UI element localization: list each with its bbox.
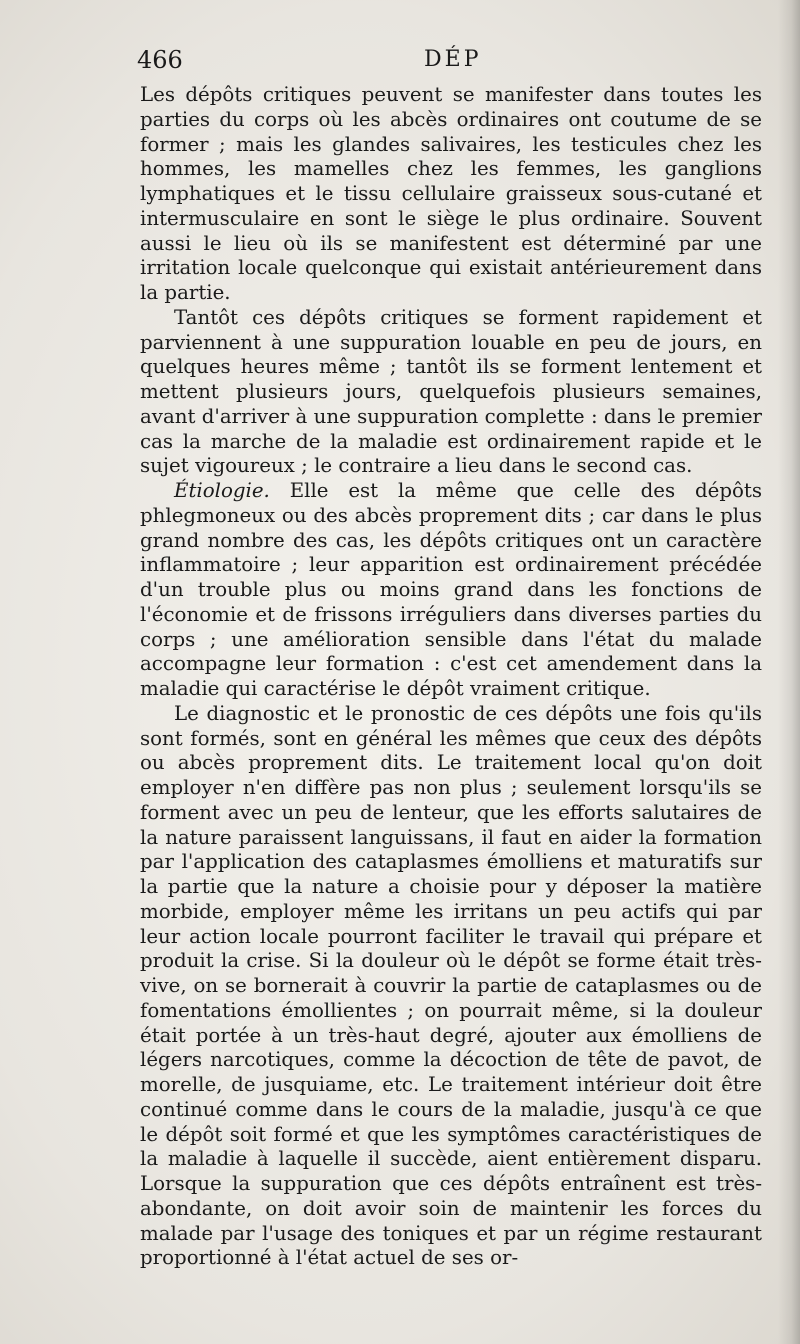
body-text (140, 83, 762, 1271)
section-heading-etiologie: Étiologie. (174, 479, 270, 502)
paragraph-text: Les dépôts critiques peuvent se manifester dans toutes les parties du corps où les abcès ordinaires ont coutume de se former ; mais les glandes salivaires, les testicules chez les hommes, les mamelles chez les femmes, les ganglions lymphatiques et le tissu cellulaire graisseux sous-cutané et intermusculaire en sont le siège le plus ordinaire. Souvent aussi le lieu où ils se manifestent est déterminé par une irritation locale quelconque qui existait antérieurement dans la partie. (140, 83, 762, 304)
running-head: DÉP (424, 47, 482, 72)
paragraph-text: Le diagnostic et le pronostic de ces dépôts une fois qu'ils sont formés, sont en général les mêmes que ceux des dépôts ou abcès proprement dits. Le traitement local qu'on doit employer n'en diffère pas non plus ; seulement lorsqu'ils se forment avec un peu de lenteur, que les efforts salutaires de la nature paraissent languissans, il faut en aider la formation par l'application des cataplasmes émolliens et maturatifs sur la partie que la nature a choisie pour y déposer la matière morbide, employer même les irritans un peu actifs qui par leur action locale pourront faciliter le travail qui prépare et produit la crise. Si la douleur où le dépôt se forme était très-vive, on se bornerait à couvrir la partie de cataplasmes ou de fomentations émollientes ; on pourrait même, si la douleur était portée à un très-haut degré, ajouter aux émolliens de légers narcotiques, comme la décoction de tête de pavot, de morelle, de jusquiame, etc. Le traitement intérieur doit être continué comme dans le cours de la maladie, jusqu'à ce que le dépôt soit formé et que les symptômes caractéristiques de la maladie à laquelle il succède, aient entièrement disparu. Lorsque la suppuration que ces dépôts entraînent est très-abondante, on doit avoir soin de maintenir les forces du malade par l'usage des toniques et par un régime restaurant proportionné à l'état actuel de ses or- (140, 701, 762, 1270)
paragraph (140, 83, 762, 306)
page-edge-shadow (778, 0, 800, 1344)
paragraph-text: Tantôt ces dépôts critiques se forment rapidement et parviennent à une suppuration louable en peu de jours, en quelques heures même ; tantôt ils se forment lentement et mettent plusieurs jours, quelquefois plusieurs semaines, avant d'arriver à une suppuration complette : dans le premier cas la marche de la maladie est ordinairement rapide et le sujet vigoureux ; le contraire a lieu dans le second cas. (140, 305, 762, 478)
paragraph (140, 702, 762, 1271)
paragraph (140, 306, 762, 479)
paragraph-text: Elle est la même que celle des dépôts phlegmoneux ou des abcès proprement dits ; car dans le plus grand nombre des cas, les dépôts critiques ont un caractère inflammatoire ; leur apparition est ordinairement précédée d'un trouble plus ou moins grand dans les fonctions de l'économie et de frissons irréguliers dans diverses parties du corps ; une amélioration sensible dans l'état du malade accompagne leur formation : c'est cet amendement dans la maladie qui caractérise le dépôt vraiment critique. (140, 479, 762, 700)
page-number: 466 (137, 46, 183, 74)
paragraph (140, 479, 762, 702)
